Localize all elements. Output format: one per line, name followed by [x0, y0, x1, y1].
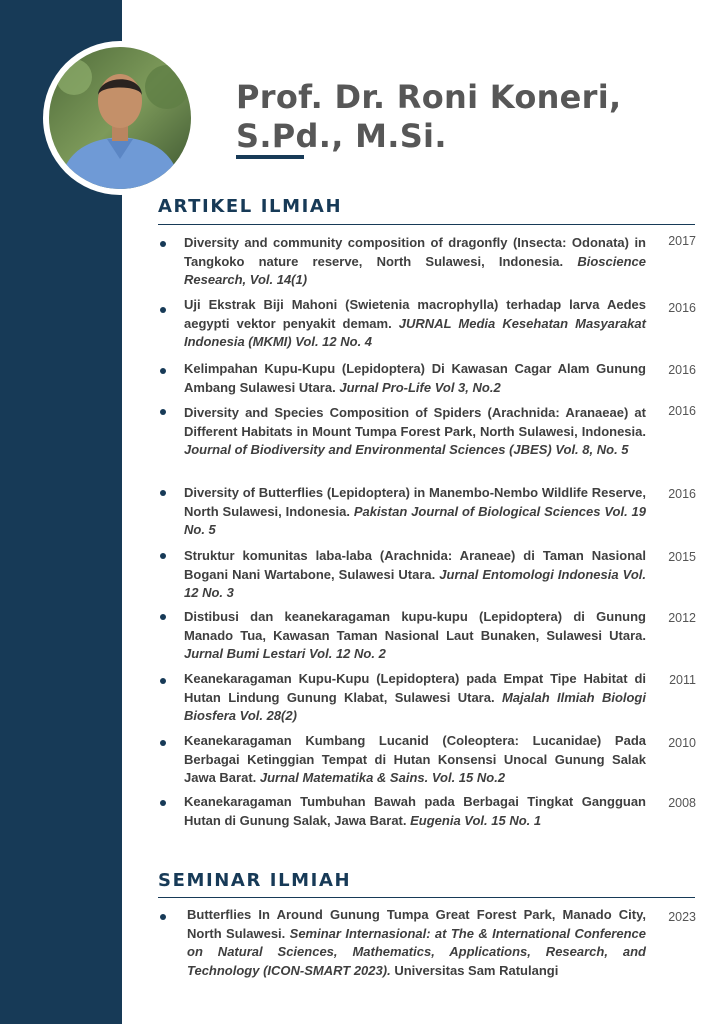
- seminar-year: 2023: [668, 910, 696, 924]
- article-title: Struktur komunitas laba-laba (Arachnida: Araneae) di Taman Nasional Bogani Nani Wartabone, Sulawesi Utara.: [184, 548, 646, 582]
- article-citation: [184, 793, 646, 830]
- article-year: 2008: [668, 796, 696, 810]
- article-citation: [184, 296, 646, 352]
- bullet-icon: [160, 800, 166, 806]
- article-journal: Bioscience Research, Vol. 14(1): [184, 253, 646, 287]
- article-journal: Pakistan Journal of Biological Sciences Vol. 19 No. 5: [184, 503, 647, 537]
- article-year: 2016: [668, 487, 696, 501]
- article-citation: [184, 608, 646, 664]
- profile-name: [236, 78, 706, 156]
- article-year: 2016: [668, 404, 696, 418]
- article-journal: Jurnal Bumi Lestari Vol. 12 No. 2: [184, 646, 386, 661]
- article-journal: Eugenia Vol. 15 No. 1: [410, 812, 542, 828]
- article-journal: Journal of Biodiversity and Environmental Sciences (JBES) Vol. 8, No. 5: [184, 442, 629, 457]
- seminars-heading: SEMINAR ILMIAH: [158, 870, 352, 891]
- bullet-icon: [160, 368, 166, 374]
- articles-heading: ARTIKEL ILMIAH: [158, 196, 343, 217]
- article-year: 2012: [668, 611, 696, 625]
- article-year: 2011: [669, 673, 696, 687]
- bullet-icon: [160, 409, 166, 415]
- article-title: Diversity and Species Composition of Spiders (Arachnida: Aranaeae) at Different Habitats in Mount Tumpa Forest Park, North Sulawesi, Indonesia.: [184, 405, 646, 439]
- seminar-title: Butterflies In Around Gunung Tumpa Great Forest Park, Manado City, North Sulawesi.: [187, 907, 646, 941]
- article-year: 2010: [668, 736, 696, 750]
- seminar-institution: Universitas Sam Ratulangi: [394, 962, 559, 978]
- article-title: Keanekaragaman Tumbuhan Bawah pada Berbagai Tingkat Gangguan Hutan di Gunung Salak, Jawa Barat.: [184, 794, 646, 828]
- article-journal: Jurnal Pro-Life Vol 3, No.2: [339, 379, 501, 395]
- article-citation: [184, 360, 646, 397]
- article-citation: [184, 234, 646, 290]
- name-line-1: Prof. Dr. Roni Koneri,: [236, 78, 622, 116]
- article-title: Keanekaragaman Kumbang Lucanid (Coleoptera: Lucanidae) Pada Berbagai Ketinggian Tempat di Hutan Konsensi Unocal Gunung Salak Jawa Barat.: [184, 733, 646, 785]
- article-title: Diversity of Butterflies (Lepidoptera) in Manembo-Nembo Wildlife Reserve, North Sulawesi, Indonesia.: [184, 485, 646, 519]
- article-journal: JURNAL Media Kesehatan Masyarakat Indonesia (MKMI) Vol. 12 No. 4: [184, 315, 646, 349]
- bullet-icon: [160, 614, 166, 620]
- bullet-icon: [160, 678, 166, 684]
- article-title: Distibusi dan keanekaragaman kupu-kupu (Lepidoptera) di Gunung Manado Tua, Kawasan Taman Nasional Laut Bunaken, Sulawesi Utara.: [184, 609, 646, 643]
- article-year: 2017: [668, 234, 696, 248]
- seminars-divider: [158, 897, 695, 898]
- bullet-icon: [160, 490, 166, 496]
- articles-divider: [158, 224, 695, 225]
- bullet-icon: [160, 740, 166, 746]
- name-underline: [236, 155, 304, 159]
- seminar-citation: [187, 906, 646, 980]
- bullet-icon: [160, 914, 166, 920]
- name-line-2: S.Pd., M.Si.: [236, 117, 447, 155]
- article-title: Kelimpahan Kupu-Kupu (Lepidoptera) Di Kawasan Cagar Alam Gunung Ambang Sulawesi Utara.: [184, 361, 646, 395]
- article-year: 2015: [668, 550, 696, 564]
- seminar-event: Seminar Internasional: at The & International Conference on Natural Sciences, Mathematics, Applications, Research, and Technology (ICON-SMART 2023).: [187, 925, 646, 978]
- article-year: 2016: [668, 363, 696, 377]
- article-citation: [184, 670, 646, 726]
- portrait-image: [49, 47, 191, 189]
- bullet-icon: [160, 553, 166, 559]
- article-citation: [184, 547, 646, 603]
- article-citation: [184, 484, 646, 540]
- article-title: Keanekaragaman Kupu-Kupu (Lepidoptera) pada Empat Tipe Habitat di Hutan Lindung Gunung Klabat, Sulawesi Utara.: [184, 671, 646, 705]
- article-citation: [184, 732, 646, 788]
- article-year: 2016: [668, 301, 696, 315]
- article-journal: Jurnal Entomologi Indonesia Vol. 12 No. 3: [184, 566, 646, 600]
- article-title: Diversity and community composition of dragonfly (Insecta: Odonata) in Tangkoko nature reserve, North Sulawesi, Indonesia.: [184, 235, 646, 269]
- article-journal: Majalah Ilmiah Biologi Biosfera Vol. 28(2): [184, 689, 646, 723]
- bullet-icon: [160, 241, 166, 247]
- article-title: Uji Ekstrak Biji Mahoni (Swietenia macrophylla) terhadap larva Aedes aegypti vektor penyakit demam.: [184, 297, 646, 331]
- article-journal: Jurnal Matematika & Sains. Vol. 15 No.2: [259, 770, 506, 785]
- bullet-icon: [160, 307, 166, 313]
- article-citation: [184, 404, 646, 460]
- profile-photo: [49, 47, 191, 189]
